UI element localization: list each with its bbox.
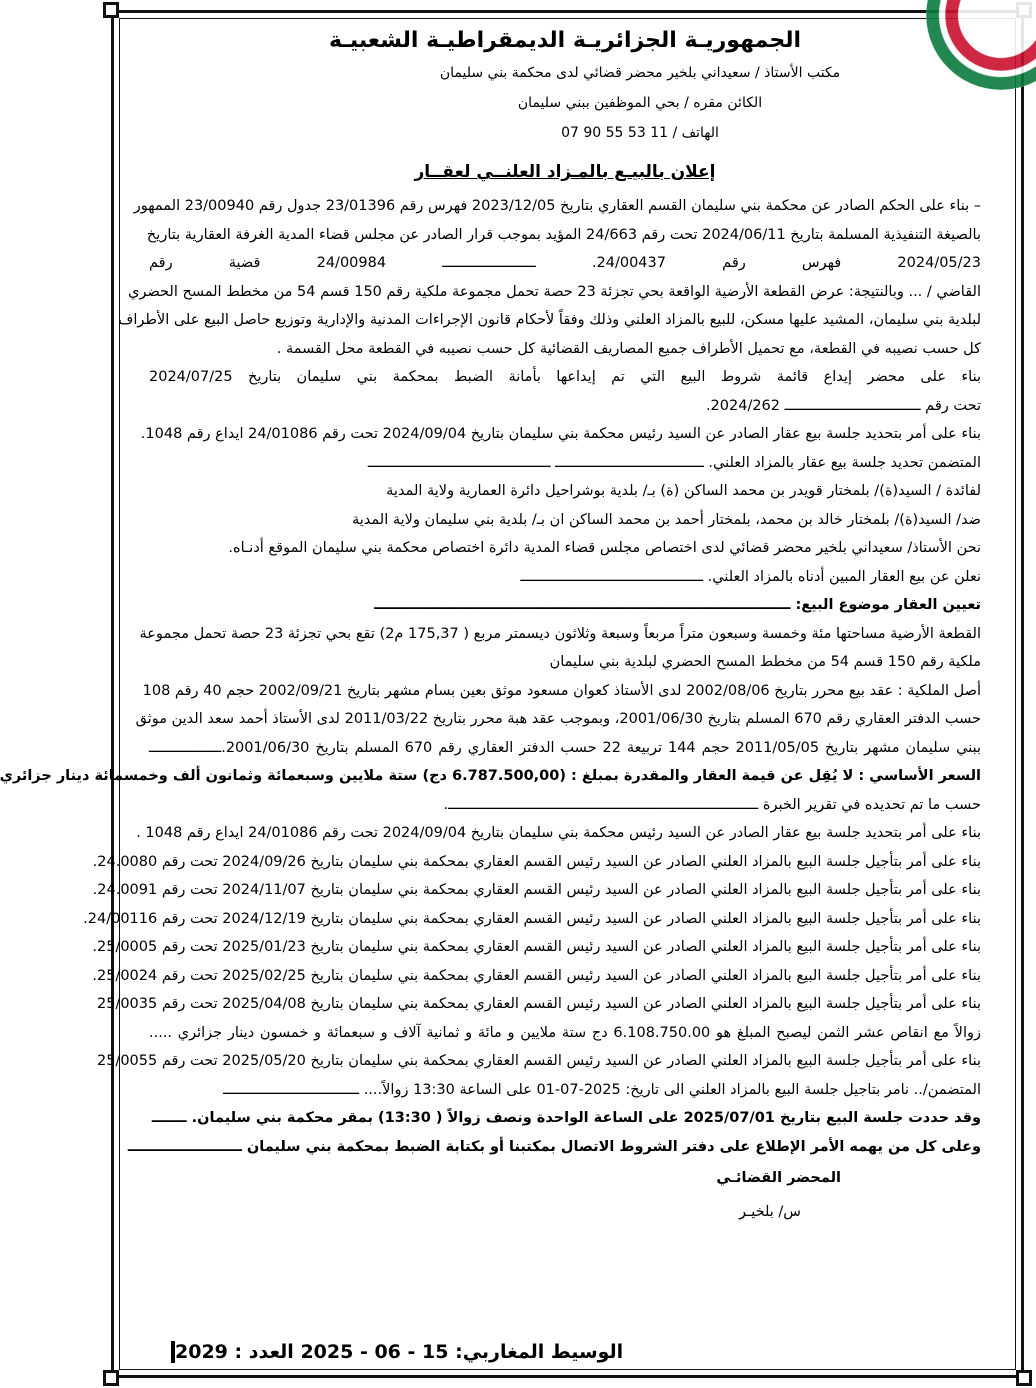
footer-text: الوسيط المغاربي: 15 - 06 - 2025 العدد : 2029 [175, 1341, 624, 1363]
signature-name: س/ بلخيـر [738, 1204, 801, 1220]
republic-title: الجمهوريـة الجزائريـة الديمقراطيـة الشعبيـة [328, 28, 801, 53]
body-line: المتضمن/.. نامر بتاجيل جلسة البيع بالمزاد العلني الى تاريخ: 2025-07-01 على الساعة 13:30 زوالاً.... ــــــــــــــــــــــــــــــــ [223, 1081, 981, 1098]
contact-line: وعلى كل من يهمه الأمر الإطلاع على دفتر الشروط الاتصال بمكتبنا أو بكتابة الضبط بمحكمة بني سليمان ـــــــــــــــــــــــ [127, 1138, 981, 1155]
base-price-line: السعر الأساسي : لا يُقِل عن قيمة العقار والمقدرة بمبلغ : (6.787.500,00 دج) ستة ملايين وسبعمائة وثمانون ألف وخمسمائة دينار جزائري [0, 768, 981, 784]
corner-ornament [103, 1370, 119, 1386]
body-line: حسب الدفتر العقاري رقم 670 المسلم بتاريخ 2001/06/30، وبموجب عقد هبة محرر بتاريخ 2011/03/22 لدى الأستاذ أحمد سعد الدين موثق [135, 711, 981, 727]
body-line: بناء على أمر بتحديد جلسة بيع عقار الصادر عن السيد رئيس محكمة بني سليمان بتاريخ 2024/09/04 تحت رقم 24/01086 ايداع رقم 1048. [140, 426, 981, 442]
office-line: مكتب الأستاذ / سعيداني بلخير محضر قضائي لدى محكمة بني سليمان [439, 65, 841, 81]
body-line: 2024/05/23 فهرس رقم 24/00437. ــــــــــــــــــــــ 24/00984 قضية رقم [149, 255, 981, 271]
body-line: تحت رقم ــــــــــــــــــــــــــــــــ 2024/262. [705, 397, 981, 414]
body-line: – بناء على الحكم الصادر عن محكمة بني سليمان القسم العقاري بتاريخ 2023/12/05 فهرس رقم 23/01396 جدول رقم 23/00940 الممهور [133, 198, 981, 214]
body-line: كل حسب نصيبه في القطعة، مع تحميل الأطراف جميع المصاريف القضائية كل حسب نصيبه في القطعة محل القسمة . [276, 340, 981, 357]
body-line: بناء على أمر بتأجيل جلسة البيع بالمزاد العلني الصادر عن السيد رئيس القسم العقاري بمحكمة بني سليمان بتاريخ 2024/11/07 تحت رقم 24.0091. [92, 882, 981, 898]
body-line: ملكية رقم 150 قسم 54 من مخطط المسح الحضري لبلدية بني سليمان [549, 654, 981, 670]
corner-ornament [1016, 1370, 1032, 1386]
body-line: نعلن عن بيع العقار المبين أدناه بالمزاد العلني. ـــــــــــــــــــــــــــــــــــــــــــ [520, 568, 981, 585]
publication-footer [159, 1336, 984, 1368]
body-line: لبلدية بني سليمان، المشيد عليها مسكن، للبيع بالمزاد العلني وذلك وفقاً لأحكام قانون الإجراءات المدنية والإدارية وتوزيع حاصل البيع على الأطراف [118, 312, 981, 328]
notice-document [0, 24, 981, 1229]
body-line: بناء على أمر بتأجيل جلسة البيع بالمزاد العلني الصادر عن السيد رئيس القسم العقاري بمحكمة بني سليمان بتاريخ 2024/12/19 تحت رقم 24/00116. [83, 910, 981, 927]
sale-date-line: وقد حددت جلسة البيع بتاريخ 2025/07/01 على الساعة الواحدة ونصف زوالاً ( 13:30) بمقر محكمة بني سليمان. ـــــــ [151, 1110, 981, 1126]
signature-role: المحضر القضائـي [716, 1170, 841, 1186]
body-line: المتضمن تحديد جلسة بيع عقار بالمزاد العلني. ـــــــــــــــــــــــــــــــــــ ـــــــــــــــــــــــــــــــــــــــــــ [367, 454, 981, 471]
body-line: بناء على أمر بتأجيل جلسة البيع بالمزاد العلني الصادر عن السيد رئيس القسم العقاري بمحكمة بني سليمان بتاريخ 2025/02/25 تحت رقم 25/0024. [92, 967, 981, 984]
body-line: زوالاً مع انقاص عشر الثمن ليصبح المبلغ هو 6.108.750.00 دج ستة ملايين و مائة و ثمانية آلاف و سبعمائة و خمسون دينار جزائري ..... [149, 1024, 981, 1041]
body-line: حسب ما تم تحديده في تقرير الخبرة ـــــــــــــــــــــــــــــــــــــــــــــــــــــــــــــــــــــــــ. [443, 796, 981, 813]
property-heading: تعيين العقار موضوع البيع: ــــــــــــــــــــــــــــــــــــــــــــــــــــــــــــــــــــــــــــــــــــ [374, 597, 981, 613]
address-line: الكائن مقره / بحي الموظفين ببني سليمان [517, 95, 763, 111]
notice-body [0, 192, 981, 1161]
phone-line: الهاتف / 11 53 55 90 07 [561, 125, 719, 141]
corner-ornament [103, 2, 119, 18]
body-line: بناء على محضر إيداع قائمة شروط البيع التي تم إيداعها بأمانة الضبط بمحكمة بني سليمان بتاريخ 2024/07/25 [149, 369, 981, 385]
body-line: القطعة الأرضية مساحتها مئة وخمسة وسبعون متراً مربعاً وسبعة وثلاثون ديسمتر مربع ( 175,37 م2) تقع بحي تجزئة 23 حصة تحمل مجموعة [139, 625, 981, 642]
defendant-line: ضد/ السيد(ة)/ بلمختار خالد بن محمد، بلمختار أحمد بن محمد الساكن ان بـ/ بلدية بني سليمان ولاية المدية [352, 511, 981, 528]
signature-block [149, 1161, 841, 1229]
body-line: بناء على أمر بتأجيل جلسة البيع بالمزاد العلني الصادر عن السيد رئيس القسم العقاري بمحكمة بني سليمان بتاريخ 2024/09/26 تحت رقم 24.0080. [92, 853, 981, 870]
body-line: ببني سليمان مشهر بتاريخ 2011/05/05 حجم 144 تربيعة 22 حسب الدفتر العقاري رقم 670 المسلم بتاريخ 2001/06/30.ـــــــــــــــــ [149, 739, 981, 756]
body-line: بناء على أمر بتحديد جلسة بيع عقار الصادر عن السيد رئيس محكمة بني سليمان بتاريخ 2024/09/04 تحت رقم 24/01086 ايداع رقم 1048 . [136, 825, 981, 841]
body-line: بالصيغة التنفيذية المسلمة بتاريخ 2024/06/11 تحت رقم 24/663 المؤيد بموجب قرار الصادر عن مجلس قضاء المدية الغرفة العقارية بتاريخ [146, 226, 981, 243]
notice-title: إعلان بالبيـع بالمـزاد العلنــي لعقــار [414, 162, 716, 182]
body-line: نحن الأستاذ/ سعيداني بلخير محضر قضائي لدى اختصاص مجلس قضاء المدية دائرة اختصاص محكمة بني سليمان الموقع أدنـاه. [228, 540, 981, 556]
body-line: أصل الملكية : عقد بيع محرر بتاريخ 2002/08/06 لدى الأستاذ كعوان مسعود موثق بعين بسام مشهر بتاريخ 2002/09/21 حجم 40 رقم 108 [142, 682, 981, 699]
beneficiary-line: لفائدة / السيد(ة)/ بلمختار قويدر بن محمد الساكن (ة) بـ/ بلدية بوشراحيل دائرة العمارية ولاية المدية [386, 483, 981, 499]
body-line: بناء على أمر بتأجيل جلسة البيع بالمزاد العلني الصادر عن السيد رئيس القسم العقاري بمحكمة بني سليمان بتاريخ 2025/05/20 تحت رقم 25/0055 [96, 1053, 981, 1069]
body-line: القاضي / ... وبالنتيجة: عرض القطعة الأرضية الواقعة بحي تجزئة 23 حصة تحمل مجموعة ملكية رقم 150 قسم 54 من مخطط المسح الحضري [128, 283, 981, 300]
footer-bar [171, 1341, 175, 1363]
body-line: بناء على أمر بتأجيل جلسة البيع بالمزاد العلني الصادر عن السيد رئيس القسم العقاري بمحكمة بني سليمان بتاريخ 2025/01/23 تحت رقم 25/0005. [92, 939, 981, 955]
body-line: بناء على أمر بتأجيل جلسة البيع بالمزاد العلني الصادر عن السيد رئيس القسم العقاري بمحكمة بني سليمان بتاريخ 2025/04/08 تحت رقم 25/0035 [96, 996, 981, 1012]
